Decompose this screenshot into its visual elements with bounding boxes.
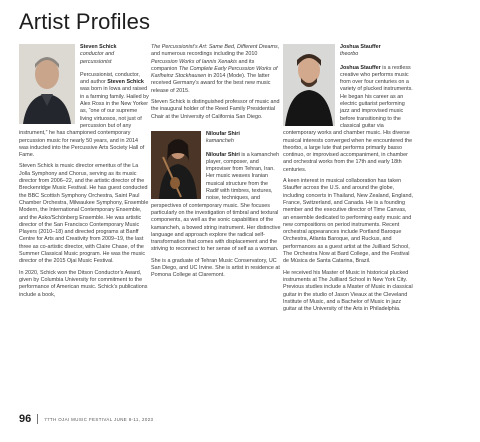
schick-p4-rest: in 2014 (Mode). The latter received Germany’s award for the best new music release of 2015. [151, 73, 271, 94]
column-stauffer [283, 44, 413, 317]
page-number: 96 [19, 413, 32, 425]
shiri-bio-p2: She is a graduate of Tehran Music Conservatory, UC San Diego, and UC Irvine. She is artist in residence at Pomona College at Claremont. [151, 257, 280, 279]
schick-bio-p2: Steven Schick is music director emeritus of the La Jolla Symphony and Chorus, serving as its music director from 2006–22, and the artistic director of the Breckenridge Music Festival. He has guest conducted the BBC Scottish Symphony Orchestra, Saint Paul Chamber Orchestra, Milwaukee Symphony, Ensemble Modern, the International Contemporary Ensemble, and the Asko/Schönberg Ensemble. He was artistic director of the San Francisco Contemporary Music Players (2010–18) and directed programs at Banff Centre for Arts and Creativity from 2009–19, the last three as co-artistic director, with Claire Chase, of the Summer Classical Music program. He was the music director of the 2015 Ojai Music Festival. [19, 163, 149, 265]
schick-bio-p3: In 2020, Schick won the Ditson Conductor’s Award, given by Columbia University for commitment to the performance of American music. Schick’s publications include a book, [19, 269, 148, 298]
schick-p4-mid: , and numerous recordings including the 2010 [151, 44, 280, 58]
footer-divider [37, 414, 38, 424]
schick-p1-name: Steven Schick [107, 79, 144, 86]
stauffer-name: Joshua Stauffer [340, 44, 381, 50]
shiri-photo [151, 131, 201, 199]
schick-recording-title2: The Complete Early Percussion Works of Karlheinz Stockhausen [151, 65, 278, 80]
schick-bio-p5: Steven Schick is distinguished professor of music and the inaugural holder of the Reed Family Presidential Chair at the University of California San Diego. [151, 99, 280, 120]
schick-role-line1: conductor and [80, 51, 115, 58]
shiri-name: Niloufar Shiri [206, 130, 240, 137]
column-middle [151, 44, 281, 284]
shiri-role: kamancheh [206, 138, 234, 145]
stauffer-p1-name: Joshua Stauffer [340, 64, 381, 71]
stauffer-bio-p2: A keen interest in musical collaboration has taken Stauffer across the U.S. and around the globe, including concerts in Thailand, New Zealand, England, France, Switzerland, and Canada. He is a founding member and the executive director of Time Canvas, an ensemble dedicated to performing early music and new compositions on period instruments. Recent orchestral appearances include Portland Baroque Orchestra, Atlanta Baroque, and Ruckus, and performances as a guest artist at the Juilliard School, The Orchestra Now at Bard College, and the Festival de Música de Santa Catarina, Brazil. [283, 178, 413, 265]
page-title: Artist Profiles [19, 9, 151, 34]
schick-recording-title1: Percussion Works of Iannis Xenakis [151, 58, 237, 65]
page-footer [19, 412, 153, 426]
stauffer-photo [283, 44, 335, 126]
stauffer-role: theorbo [340, 51, 359, 58]
stauffer-p1-rest: is a restless creative who performs music from over four centuries on a variety of plucked instruments. He began his career as an electric guitarist performing jazz and improvised music before transitioning to the classical guitar via contemporary works and chamber music. His diverse musical interests converged when he encountered the theorbo, a large lute that performs primarily basso continuo, or improvised accompaniment, in chamber and orchestral works from the 17th and early 18th centuries. [283, 64, 413, 173]
schick-p4-and: and its companion [151, 58, 255, 72]
schick-photo [19, 44, 75, 124]
schick-book-title: The Percussionist’s Art: Same Bed, Different Dreams [151, 44, 278, 50]
column-schick [19, 44, 149, 303]
shiri-p1-rest: is a kamancheh player, composer, and improviser from Tehran, Iran. Her music weaves Iranian musical structure from the Radif with timbres, textures, noise, techniques, and perspectives of contemporary music. She focuses particularly on the investigation of timbral and textural components, as well as the sonic capabilities of the kamancheh, a bowed string instrument. Her distinctive language and approach explore the radical self-transformation that comes with displacement and the striving to reconnect to her sense of self as a woman. [151, 151, 281, 253]
stauffer-bio-p3: He received his Master of Music in historical plucked instruments at The Juilliard School in New York City. Previous studies include a Master of Music in classical guitar in the studio of Jason Vieaux at the Cleveland Institute of Music, and a Bachelor of Music in jazz guitar at the University of the Arts in Philadelphia. [283, 269, 413, 313]
schick-p1-rest: was born in Iowa and raised in a farming family. Hailed by Alex Ross in the New Yorker as, “one of our supreme living virtuosos, not just of percussion but of any instrument,” he has championed contemporary percussion music for nearly 50 years, and in 2014 was inducted into the Percussive Arts Society Hall of Fame. [19, 86, 149, 159]
schick-bio-p4 [151, 44, 281, 95]
footer-festival-text: 77TH OJAI MUSIC FESTIVAL JUNE 8-11, 2023 [44, 416, 154, 422]
shiri-p1-name: Niloufar Shiri [206, 151, 240, 158]
schick-name: Steven Schick [80, 44, 117, 50]
schick-role-line2: percussionist [80, 58, 112, 65]
schick-p1-lead: Percussionist, conductor, and author [80, 71, 140, 86]
